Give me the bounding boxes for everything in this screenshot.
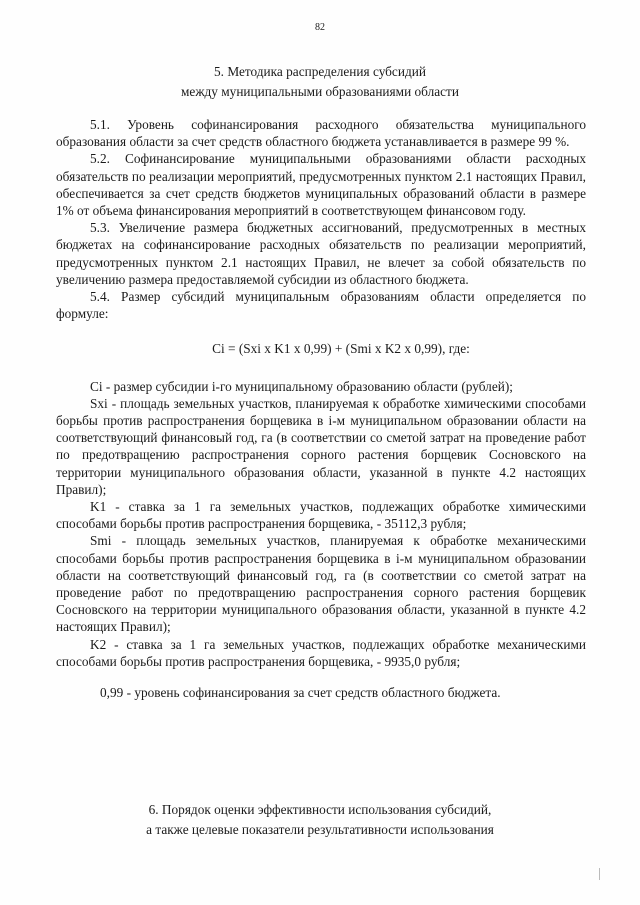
definition-smi: Smi - площадь земельных участков, планируемая к обработке механическими способами борьбы против распространения борщевика в i-м муниципальном образовании области на соответствующий финансовый год, га (в соответствии со сметой затрат на проведение работ по предотвращению распространения сорного растения борщевик Сосновского на территории муниципального образования области, указанной в пункте 4.2 настоящих Правил); — [56, 533, 586, 635]
section-6-heading — [0, 800, 640, 840]
subsidy-formula: Ci = (Sxi x K1 x 0,99) + (Smi x K2 x 0,99), где: — [212, 341, 470, 357]
paragraph-5-2: 5.2. Софинансирование муниципальными образованиями области расходных обязательств по реализации мероприятий, предусмотренных пунктом 2.1 настоящих Правил, обеспечивается за счет средств бюджетов муниципальных образований области в размере 1% от объема финансирования мероприятий в соответствующем финансовом году. — [56, 151, 586, 219]
section-5-body — [56, 116, 586, 701]
paragraph-5-4: 5.4. Размер субсидий муниципальным образованиям области определяется по формуле: — [56, 289, 586, 322]
paragraph-5-1: 5.1. Уровень софинансирования расходного обязательства муниципального образования области за счет средств областного бюджета устанавливается в размере 99 %. — [56, 117, 586, 150]
section-5-title-line2: между муниципальными образованиями области — [181, 84, 459, 99]
definition-sxi: Sxi - площадь земельных участков, планируемая к обработке химическими способами борьбы против распространения борщевика в i-м муниципальном образовании области на соответствующий финансовый год, га (в соответствии со сметой затрат на проведение работ по предотвращению распространения сорного растения борщевик Сосновского на территории муниципального образования области, указанной в пункте 4.2 настоящих Правил); — [56, 395, 586, 497]
definition-k1: K1 - ставка за 1 га земельных участков, подлежащих обработке химическими способами борьбы против распространения борщевика, - 35112,3 рубля; — [56, 499, 586, 532]
definition-099: 0,99 - уровень софинансирования за счет средств областного бюджета. — [100, 685, 501, 701]
section-6-title-line2: а также целевые показатели результативности использования — [146, 822, 494, 837]
definition-ci: Ci - размер субсидии i-го муниципальному образованию области (рублей); — [90, 378, 513, 394]
page-number: 82 — [315, 22, 325, 33]
section-6-title-line1: 6. Порядок оценки эффективности использования субсидий, — [148, 802, 492, 817]
definition-k2: K2 - ставка за 1 га земельных участков, подлежащих обработке механическими способами борьбы против распространения борщевика, - 9935,0 рубля; — [56, 636, 586, 669]
scan-edge-mark — [599, 868, 600, 880]
section-5-title-line1: 5. Методика распределения субсидий — [214, 64, 426, 79]
section-5-heading — [0, 62, 640, 102]
paragraph-5-3: 5.3. Увеличение размера бюджетных ассигнований, предусмотренных в местных бюджетах на софинансирование расходных обязательств по реализации мероприятий, предусмотренных пунктом 2.1 настоящих Правил, не влечет за собой обязательств по увеличению размера предоставляемой субсидии из областного бюджета. — [56, 220, 586, 287]
